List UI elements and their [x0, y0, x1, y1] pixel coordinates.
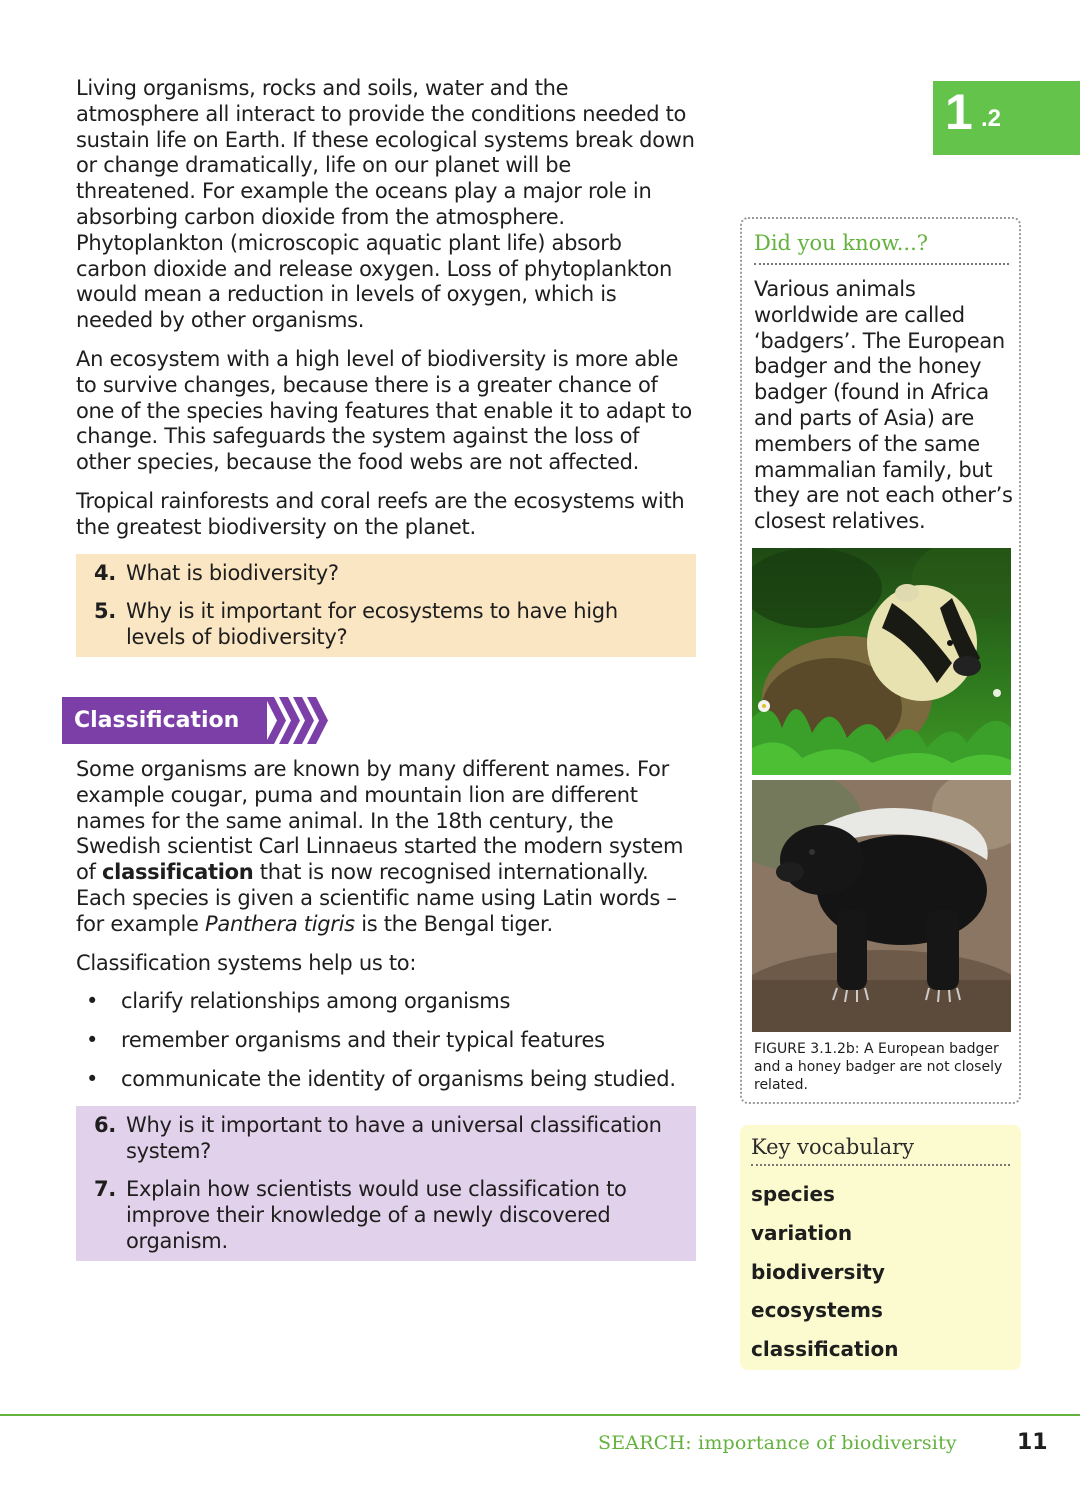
- section-tab: [933, 81, 1080, 155]
- honey-badger-photo: [752, 780, 1011, 1032]
- chevrons-icon: [265, 697, 335, 744]
- question-number: 7.: [94, 1177, 116, 1202]
- bullet-item: • communicate the identity of organisms being studied.: [76, 1067, 696, 1093]
- keyword-classification: classification: [102, 860, 254, 885]
- search-hint: SEARCH: importance of biodiversity: [598, 1432, 957, 1454]
- main-column: [76, 76, 696, 1274]
- did-you-know-box: [740, 217, 1021, 1104]
- vocab-term: ecosystems: [751, 1298, 883, 1323]
- question-number: 6.: [94, 1112, 116, 1137]
- paragraph-classification: [76, 757, 696, 938]
- question-5: [94, 599, 680, 651]
- bullet-item: • clarify relationships among organisms: [76, 989, 696, 1015]
- paragraph-rainforests: Tropical rainforests and coral reefs are the ecosystems with the greatest biodiversity on the planet.: [76, 488, 685, 539]
- question-text: What is biodiversity?: [126, 560, 339, 585]
- footer-divider: [0, 1414, 1080, 1416]
- text-run: is the Bengal tiger.: [354, 911, 553, 936]
- question-text: Why is it important for ecosystems to have high levels of biodiversity?: [126, 599, 618, 650]
- scientific-name: Panthera tigris: [205, 911, 355, 936]
- did-you-know-title: Did you know...?: [754, 227, 1009, 265]
- section-subnumber: .2: [981, 105, 1002, 132]
- paragraph-biodiversity: An ecosystem with a high level of biodiversity is more able to survive changes, because there is a greater chance of one of the species having features that enable it to adapt to change. This safeguards the system against the loss of other species, because the food webs are not affected.: [76, 346, 692, 475]
- question-number: 4.: [94, 560, 116, 585]
- text-run: that is now recognised internationally. Each species is given a scientific name using Latin words – for example: [76, 860, 677, 936]
- bullet-item: • remember organisms and their typical features: [76, 1028, 696, 1054]
- vocab-term: variation: [751, 1220, 853, 1245]
- vocab-term: species: [751, 1182, 835, 1206]
- section-heading-classification: [62, 697, 696, 744]
- vocab-term: classification: [751, 1337, 899, 1362]
- key-vocabulary-title: Key vocabulary: [751, 1131, 1010, 1166]
- did-you-know-text: Various animals worldwide are called ‘badgers’. The European badger and the honey badger (found in Africa and parts of Asia) are members of the same mammalian family, but they are not each other’s closest relatives.: [754, 277, 1013, 534]
- vocabulary-list: [751, 1182, 898, 1376]
- question-6: [94, 1113, 680, 1165]
- text-run: Some organisms are known by many different names. For example cougar, puma and mountain lion are different names for the same animal. In the 18th century, the Swedish scientist Carl Linnaeus started the modern system of: [76, 756, 684, 885]
- heading-label: Classification: [62, 697, 267, 744]
- paragraph-ecosystems: Living organisms, rocks and soils, water and the atmosphere all interact to provide the conditions needed to sustain life on Earth. If these ecological systems break down or change dramatically, life on our planet will be threatened. For example the oceans play a major role in absorbing carbon dioxide from the atmosphere. Phytoplankton (microscopic aquatic plant life) absorb carbon dioxide and release oxygen. Loss of phytoplankton would mean a reduction in levels of oxygen, which is needed by other organisms.: [76, 76, 695, 333]
- section-number: 1: [945, 84, 973, 140]
- page-number: 11: [1017, 1430, 1048, 1455]
- figure-caption: FIGURE 3.1.2b: A European badger and a honey badger are not closely related.: [754, 1041, 1003, 1093]
- key-vocabulary-box: [740, 1125, 1021, 1370]
- question-box-2: [76, 1106, 696, 1261]
- question-text: Why is it important to have a universal classification system?: [126, 1112, 662, 1163]
- question-box-1: [76, 554, 696, 657]
- question-7: [94, 1177, 680, 1254]
- question-4: [94, 561, 680, 587]
- european-badger-photo: [752, 548, 1011, 775]
- question-text: Explain how scientists would use classification to improve their knowledge of a newly discovered organism.: [126, 1177, 627, 1253]
- paragraph-classification-systems: Classification systems help us to:: [76, 950, 417, 975]
- question-number: 5.: [94, 599, 116, 624]
- bullet-list: [76, 989, 696, 1092]
- vocab-term: biodiversity: [751, 1259, 885, 1284]
